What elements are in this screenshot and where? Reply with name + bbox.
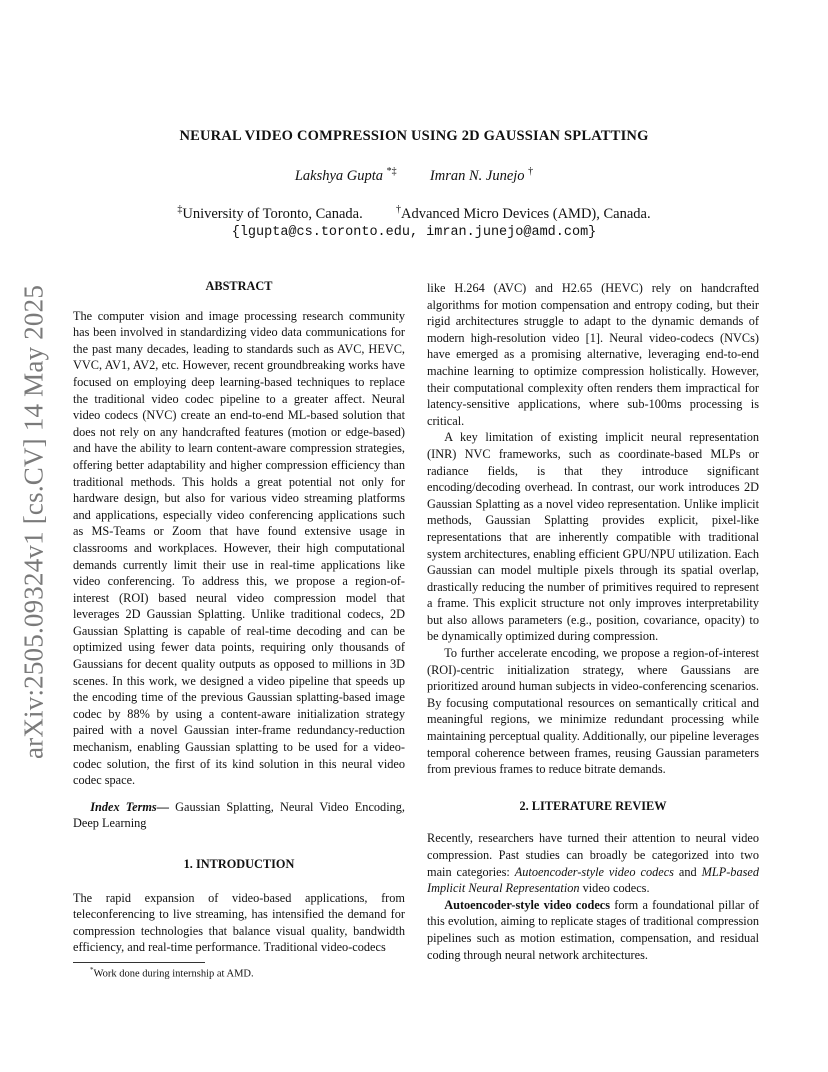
intro-paragraph-3: To further accelerate encoding, we propose a region-of-interest (ROI)-centric initialization strategy, where Gaussians are prioritized around human subjects in video-conferencing scenarios. By focusing computational resources on semantically critical and meaningful regions, we minimize redundant processing while maintaining perceptual quality. Additionally, our pipeline leverages temporal coherence between frames, reusing Gaussian parameters from previous frames to reduce bitrate demands.	[427, 646, 759, 777]
affiliations	[0, 204, 828, 223]
arxiv-id-text: arXiv:2505.09324v1 [cs.CV] 14 May 2025	[18, 284, 49, 760]
author-name: Lakshya Gupta	[294, 167, 384, 184]
abstract-heading: ABSTRACT	[205, 279, 273, 293]
left-column	[73, 278, 405, 956]
affiliation-text: University of Toronto, Canada.	[182, 205, 363, 222]
footnote-mark: *	[90, 966, 94, 974]
literature-paragraph-1: Recently, researchers have turned their attention to neural video compression. Past studies can broadly be categorized into two main categories: Autoencoder-style video codecs and MLP-based Implicit Neural Representation video codecs.	[427, 831, 759, 896]
author-list	[0, 166, 828, 185]
arxiv-identifier	[14, 284, 54, 760]
affiliation-text: Advanced Micro Devices (AMD), Canada.	[400, 205, 651, 222]
intro-paragraph-2: A key limitation of existing implicit neural representation (INR) NVC frameworks, such as coordinate-based MLPs or radiance fields, is that they introduce significant encoding/decoding overhead. In contrast, our work introduces 2D Gaussian Splatting as a novel video representation. Unlike implicit methods, Gaussian Splatting provides explicit, pixel-like representations that are inherently compatible with traditional system architectures, enabling efficient GPU/NPU utilization. Each Gaussian can model multiple pixels through its spatial overlap, drastically reducing the number of primitives required to represent a frame. This explicit structure not only improves interpretability but also allows parameters (e.g., position, covariance, opacity) to be dynamically optimized during compression.	[427, 430, 759, 644]
index-terms-text: Gaussian Splatting, Neural Video Encoding, Deep Learning	[73, 799, 405, 831]
footnote-text: Work done during internship at AMD.	[93, 968, 254, 980]
affiliation-mark: †	[395, 204, 401, 215]
literature-review-heading: 2. LITERATURE REVIEW	[519, 798, 667, 813]
right-column	[427, 280, 759, 963]
introduction-paragraph: The rapid expansion of video-based applications, from teleconferencing to live streaming, has intensified the demand for compression technologies that balance visual quality, bandwidth efficiency, and real-time performance. Traditional video-codecs	[73, 890, 405, 955]
author-emails: {lgupta@cs.toronto.edu, imran.junejo@amd.com}	[231, 225, 597, 240]
introduction-heading: 1. INTRODUCTION	[183, 857, 295, 871]
footnote	[90, 966, 254, 980]
paper-title: NEURAL VIDEO COMPRESSION USING 2D GAUSSIAN SPLATTING	[179, 128, 649, 144]
index-terms-label: Index Terms—	[90, 799, 170, 814]
footnote-divider	[73, 962, 205, 963]
affiliation-mark: ‡	[177, 204, 183, 215]
author-mark: *‡	[386, 166, 397, 177]
intro-paragraph-cont: like H.264 (AVC) and H2.65 (HEVC) rely on handcrafted algorithms for motion compensation and entropy coding, but their rigid architectures struggle to adapt to the dynamic demands of modern high-resolution video [1]. Neural video-codecs (NVCs) have emerged as a promising alternative, leveraging end-to-end machine learning to optimize compression holistically. However, their computational complexity often renders them impractical for latency-sensitive applications, where sub-100ms processing is critical.	[427, 281, 759, 428]
author-mark: †	[528, 166, 534, 177]
literature-paragraph-2: Autoencoder-style video codecs form a foundational pillar of this evolution, aiming to replicate stages of traditional compression pipelines such as motion estimation, compensation, and residual coding through neural network architectures.	[427, 897, 760, 962]
index-terms	[73, 799, 405, 832]
author-name: Imran N. Junejo	[429, 167, 525, 184]
abstract-text: The computer vision and image processing research community has been involved in standardizing video data communications for the past many decades, leading to standards such as AVC, HEVC, VVC, AV1, AV2, etc. However, recent groundbreaking works have focused on employing deep learning-based techniques to replace the traditional video codec pipeline to a greater affect. Neural video codecs (NVC) create an end-to-end ML-based solution that does not rely on any handcrafted features (motion or edge-based) and have the ability to learn content-aware compression strategies, offering better adaptability and higher compression efficiency than traditional methods. This holds a great potential not only for hardware design, but also for various video streaming platforms and applications, especially video conferencing applications such as MS-Teams or Zoom that have found extensive usage in classrooms and workplaces. However, their high computational demands currently limit their use in real-time applications like video conferencing. To address this, we propose a region-of-interest (ROI) based neural video compression model that leverages 2D Gaussian Splatting. Unlike traditional codecs, 2D Gaussian Splatting is capable of real-time decoding and can be optimized using fewer data points, requiring only thousands of Gaussians for decent quality outputs as opposed to millions in 3D scenes. In this work, we designed a video pipeline that speeds up the encoding time of the previous Gaussian splatting-based image codec by 88% by using a content-aware initialization strategy paired with a novel Gaussian inter-frame redundancy-reduction mechanism, enabling Gaussian splatting to be used for a video-codec solution, the first of its kind solution in this neural video codec space.	[73, 308, 405, 788]
